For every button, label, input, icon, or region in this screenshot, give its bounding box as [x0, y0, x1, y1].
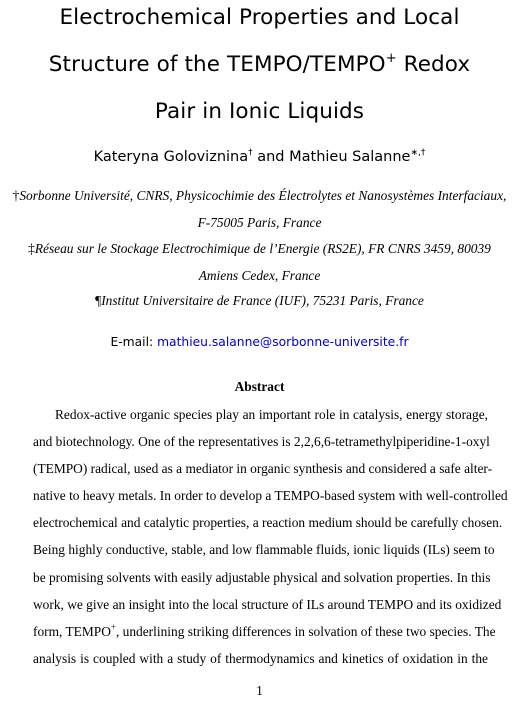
affiliation-line: F-75005 Paris, France [197, 214, 322, 230]
abstract-body [33, 401, 508, 672]
email-link[interactable]: mathieu.salanne@sorbonne-universite.fr [157, 335, 409, 349]
affiliation-text: Sorbonne Université, CNRS, Physicochimie des Électrolytes et Nanosystèmes Interfaciaux, [19, 188, 507, 203]
author-list [0, 146, 519, 168]
paper-title [0, 0, 519, 135]
abstract-line: be promising solvents with easily adjustable physical and solvation properties. In this [33, 569, 491, 585]
abstract-line: Redox-active organic species play an important role in catalysis, energy storage, [55, 407, 488, 422]
affiliation-2 [0, 236, 519, 289]
affiliation-line [0, 288, 519, 315]
email-line [0, 331, 519, 353]
title-line-3: Pair in Ionic Liquids [154, 99, 365, 124]
abstract-heading: Abstract [234, 379, 285, 394]
affiliation-line [0, 183, 519, 210]
abstract-line-text: form, TEMPO [33, 623, 111, 639]
affiliation-3 [0, 288, 519, 315]
affiliation-mark: † [12, 188, 20, 203]
title-line-2 [0, 41, 519, 88]
author-name: Kateryna Goloviznina [93, 149, 249, 165]
affiliation-mark: ¶ [95, 293, 102, 308]
abstract-line: electrochemical and catalytic properties, a reaction medium should be carefully chosen. [33, 515, 503, 531]
page-number: 1 [256, 683, 263, 698]
affiliation-line [0, 236, 519, 263]
affiliation-text: Institut Universitaire de France (IUF), 75231 Paris, France [101, 293, 424, 308]
affiliation-mark: ‡ [28, 241, 35, 256]
abstract-line [33, 618, 496, 645]
abstract-line-text: , underlining striking differences in solvation of these two species. The [115, 623, 496, 639]
author-affiliation-mark: † [248, 148, 253, 158]
author-connector: and [252, 149, 290, 165]
abstract-superscript: + [110, 621, 116, 632]
author-name: Mathieu Salanne [289, 149, 411, 165]
abstract-line: native to heavy metals. In order to develop a TEMPO-based system with well-controlled [33, 488, 508, 504]
abstract-line: (TEMPO) radical, used as a mediator in organic synthesis and considered a safe alter- [33, 461, 493, 477]
title-line-2-text: Structure of the TEMPO/TEMPO [48, 52, 386, 77]
affiliation-line: Amiens Cedex, France [198, 267, 321, 283]
affiliation-1 [0, 183, 519, 236]
abstract-line: analysis is coupled with a study of thermodynamics and kinetics of oxidation in the [33, 650, 488, 666]
abstract-line: work, we give an insight into the local structure of ILs around TEMPO and its oxidized [33, 596, 502, 612]
title-line-2-suffix: Redox [396, 52, 471, 77]
abstract-line: Being highly conductive, stable, and low flammable fluids, ionic liquids (ILs) seem to [33, 542, 495, 558]
author-affiliation-mark: ∗,† [410, 148, 426, 158]
email-label: E-mail: [110, 335, 158, 349]
title-superscript: + [385, 51, 397, 66]
title-line-1: Electrochemical Properties and Local [59, 5, 460, 30]
affiliation-text: Réseau sur le Stockage Electrochimique de l’Energie (RS2E), FR CNRS 3459, 80039 [34, 241, 491, 256]
abstract-line: and biotechnology. One of the representatives is 2,2,6,6-tetramethylpiperidine-1-oxyl [33, 434, 490, 450]
